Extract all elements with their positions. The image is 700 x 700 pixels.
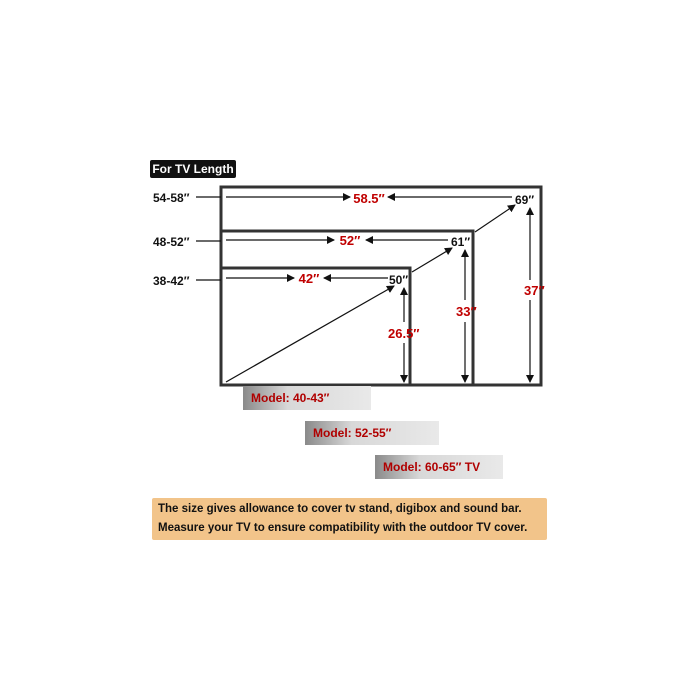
note-line-1: The size gives allowance to cover tv stand, digibox and sound bar. <box>158 503 522 515</box>
range-label-small: 38-42″ <box>153 274 190 288</box>
height-label-medium: 33″ <box>456 304 477 319</box>
tv-frame-large <box>221 187 541 385</box>
diagonal-label-large: 69″ <box>515 193 535 207</box>
height-label-small: 26.5″ <box>388 326 420 341</box>
width-label-small: 42″ <box>298 271 320 286</box>
model-label-52-55: Model: 52-55″ <box>305 421 439 445</box>
width-label-large: 58.5″ <box>353 191 385 206</box>
diagonal-label-small: 50″ <box>389 273 409 287</box>
range-label-large: 54-58″ <box>153 191 190 205</box>
width-label-medium: 52″ <box>339 233 361 248</box>
diagonal-arrow-small <box>226 286 394 382</box>
note-line-2: Measure your TV to ensure compatibility with the outdoor TV cover. <box>158 522 528 534</box>
tv-frame-medium <box>221 231 473 385</box>
diagonal-label-medium: 61″ <box>451 235 471 249</box>
model-label-60-65: Model: 60-65″ TV <box>375 455 503 479</box>
allowance-note <box>152 498 547 540</box>
range-label-medium: 48-52″ <box>153 235 190 249</box>
diagonal-arrow-large <box>475 205 515 232</box>
diagonal-arrow-medium <box>412 248 452 272</box>
model-label-40-43: Model: 40-43″ <box>243 386 371 410</box>
height-label-large: 37″ <box>524 283 545 298</box>
for-tv-length-header: For TV Length <box>150 160 236 178</box>
